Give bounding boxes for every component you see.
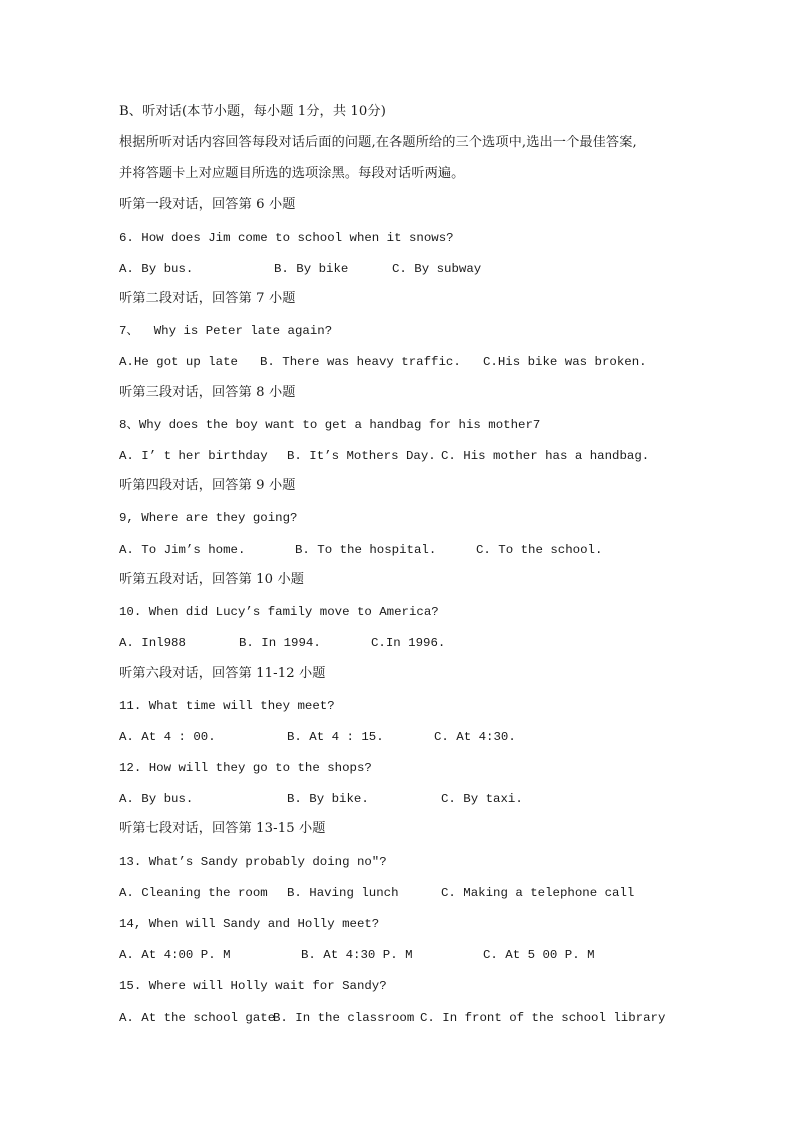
question-10-option-c[interactable]: C.In 1996. bbox=[371, 636, 446, 650]
question-9-option-c[interactable]: C. To the school. bbox=[476, 543, 603, 557]
question-11-option-a[interactable]: A. At 4 : 00. bbox=[119, 730, 216, 744]
question-7-options bbox=[119, 353, 679, 371]
question-11-options bbox=[119, 728, 679, 746]
question-13-stem: 13. What’s Sandy probably doing no"? bbox=[119, 855, 387, 869]
question-14-option-a[interactable]: A. At 4:00 P. M bbox=[119, 948, 231, 962]
question-6-options bbox=[119, 260, 679, 278]
question-10-option-a[interactable]: A. Inl988 bbox=[119, 636, 186, 650]
dialogue-4-heading: 听第四段对话，回答第 9 小题 bbox=[119, 478, 296, 493]
question-11-option-c[interactable]: C. At 4:30. bbox=[434, 730, 516, 744]
question-6-option-a[interactable]: A. By bus. bbox=[119, 262, 194, 276]
dialogue-1-heading: 听第一段对话，回答第 6 小题 bbox=[119, 197, 296, 212]
question-9-stem: 9, Where are they going? bbox=[119, 511, 298, 525]
question-10-stem: 10. When did Lucy’s family move to America? bbox=[119, 605, 439, 619]
question-11-stem: 11. What time will they meet? bbox=[119, 699, 335, 713]
dialogue-7-heading: 听第七段对话，回答第 13-15 小题 bbox=[119, 821, 326, 836]
question-9-options bbox=[119, 541, 679, 559]
question-8-options bbox=[119, 447, 679, 465]
question-14-stem: 14, When will Sandy and Holly meet? bbox=[119, 917, 380, 931]
section-title: B、听对话(本节小题，每小题 1分，共 10分) bbox=[119, 104, 386, 119]
question-11-option-b[interactable]: B. At 4 : 15. bbox=[287, 730, 384, 744]
question-9-option-b[interactable]: B. To the hospital. bbox=[295, 543, 437, 557]
question-14-option-b[interactable]: B. At 4:30 P. M bbox=[301, 948, 413, 962]
dialogue-6-heading: 听第六段对话，回答第 11-12 小题 bbox=[119, 666, 326, 681]
question-12-option-a[interactable]: A. By bus. bbox=[119, 792, 194, 806]
question-12-stem: 12. How will they go to the shops? bbox=[119, 761, 372, 775]
question-15-options bbox=[119, 1009, 679, 1027]
question-13-option-b[interactable]: B. Having lunch bbox=[287, 886, 399, 900]
question-13-option-c[interactable]: C. Making a telephone call bbox=[441, 886, 635, 900]
question-12-option-c[interactable]: C. By taxi. bbox=[441, 792, 523, 806]
question-12-options bbox=[119, 790, 679, 808]
question-8-option-b[interactable]: B. It’s Mothers Day. bbox=[287, 449, 436, 463]
question-13-option-a[interactable]: A. Cleaning the room bbox=[119, 886, 268, 900]
question-10-options bbox=[119, 634, 679, 652]
question-14-options bbox=[119, 946, 679, 964]
question-6-stem: 6. How does Jim come to school when it snows? bbox=[119, 231, 454, 245]
instructions-line-2: 并将答题卡上对应题目所选的选项涂黑。每段对话听两遍。 bbox=[119, 166, 465, 181]
question-14-option-c[interactable]: C. At 5 00 P. M bbox=[483, 948, 595, 962]
question-8-stem: 8、Why does the boy want to get a handbag for his mother7 bbox=[119, 418, 541, 432]
question-7-option-a[interactable]: A.He got up late bbox=[119, 355, 238, 369]
question-15-stem: 15. Where will Holly wait for Sandy? bbox=[119, 979, 387, 993]
question-8-option-c[interactable]: C. His mother has a handbag. bbox=[441, 449, 650, 463]
question-6-option-b[interactable]: B. By bike bbox=[274, 262, 349, 276]
question-7-stem: 7、 Why is Peter late again? bbox=[119, 324, 333, 338]
dialogue-2-heading: 听第二段对话，回答第 7 小题 bbox=[119, 291, 296, 306]
question-8-option-a[interactable]: A. I’ t her birthday bbox=[119, 449, 268, 463]
dialogue-5-heading: 听第五段对话，回答第 10 小题 bbox=[119, 572, 305, 587]
dialogue-3-heading: 听第三段对话，回答第 8 小题 bbox=[119, 385, 296, 400]
question-15-option-b[interactable]: B. In the classroom bbox=[273, 1011, 415, 1025]
question-15-option-c[interactable]: C. In front of the school library bbox=[420, 1011, 666, 1025]
instructions-line-1: 根据所听对话内容回答每段对话后面的问题,在各题所给的三个选项中,选出一个最佳答案, bbox=[119, 135, 637, 150]
question-7-option-b[interactable]: B. There was heavy traffic. bbox=[260, 355, 461, 369]
question-15-option-a[interactable]: A. At the school gate bbox=[119, 1011, 276, 1025]
question-12-option-b[interactable]: B. By bike. bbox=[287, 792, 369, 806]
question-10-option-b[interactable]: B. In 1994. bbox=[239, 636, 321, 650]
question-7-option-c[interactable]: C.His bike was broken. bbox=[483, 355, 647, 369]
question-13-options bbox=[119, 884, 679, 902]
question-9-option-a[interactable]: A. To Jim’s home. bbox=[119, 543, 246, 557]
question-6-option-c[interactable]: C. By subway bbox=[392, 262, 482, 276]
